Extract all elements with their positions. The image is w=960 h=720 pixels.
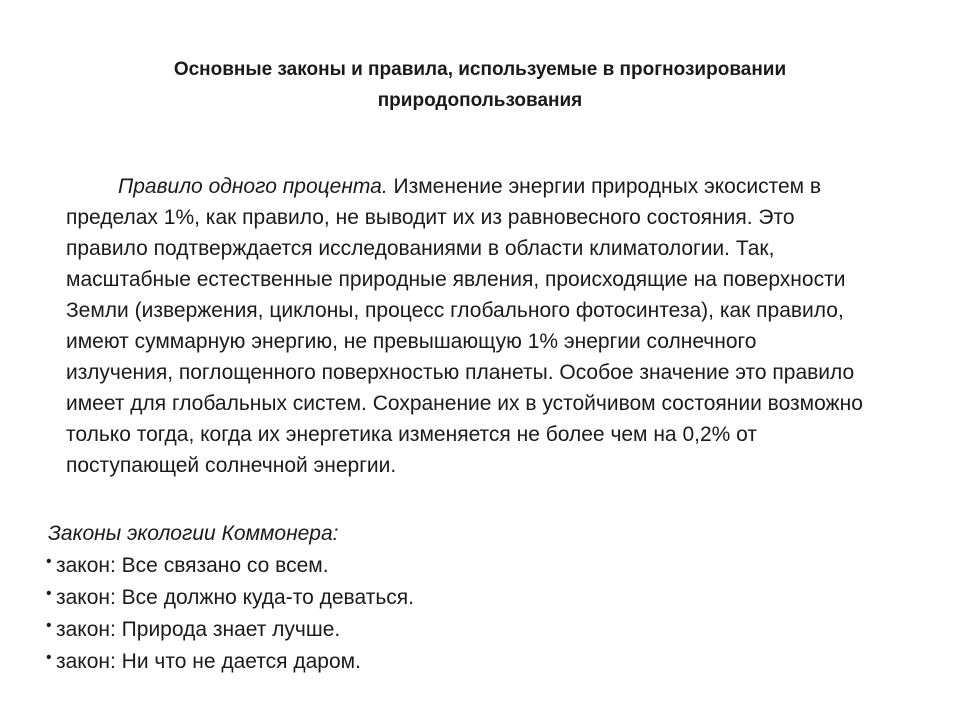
bullet-icon: • <box>46 649 52 666</box>
rule-paragraph <box>66 171 946 481</box>
paragraph-line <box>66 171 946 202</box>
law-item <box>46 646 414 678</box>
law-text: закон: Все должно куда-то деваться. <box>56 586 414 609</box>
paragraph-line: правило подтверждается исследованиями в области климатологии. Так, <box>66 237 775 260</box>
bullet-icon: • <box>46 553 52 570</box>
bullet-icon: • <box>46 617 52 634</box>
slide-title <box>80 54 880 116</box>
paragraph-line: поступающей солнечной энергии. <box>66 454 397 477</box>
laws-list <box>46 550 414 678</box>
paragraph-line: пределах 1%, как правило, не выводит их из равновесного состояния. Это <box>66 206 795 229</box>
title-line: Основные законы и правила, используемые в прогнозировании <box>173 59 787 80</box>
laws-heading: Законы экологии Коммонера: <box>48 522 339 545</box>
law-item <box>46 614 414 646</box>
law-text: закон: Природа знает лучше. <box>56 618 341 641</box>
paragraph-line: только тогда, когда их энергетика изменяется не более чем на 0,2% от <box>66 423 757 446</box>
paragraph-line: имеют суммарную энергию, не превышающую 1% энергии солнечного <box>66 330 757 353</box>
rule-name: Правило одного процента. <box>118 175 388 198</box>
paragraph-line: Земли (извержения, циклоны, процесс глобального фотосинтеза), как правило, <box>66 299 844 322</box>
paragraph-line: излучения, поглощенного поверхностью планеты. Особое значение это правило <box>66 361 855 384</box>
paragraph-text: Изменение энергии природных экосистем в <box>387 175 822 198</box>
title-line: природопользования <box>377 90 583 111</box>
law-text: закон: Ни что не дается даром. <box>56 650 361 673</box>
law-item <box>46 550 414 582</box>
law-text: закон: Все связано со всем. <box>56 554 329 577</box>
bullet-icon: • <box>46 585 52 602</box>
law-item <box>46 582 414 614</box>
paragraph-line: имеет для глобальных систем. Сохранение их в устойчивом состоянии возможно <box>66 392 863 415</box>
paragraph-line: масштабные естественные природные явления, происходящие на поверхности <box>66 268 846 291</box>
